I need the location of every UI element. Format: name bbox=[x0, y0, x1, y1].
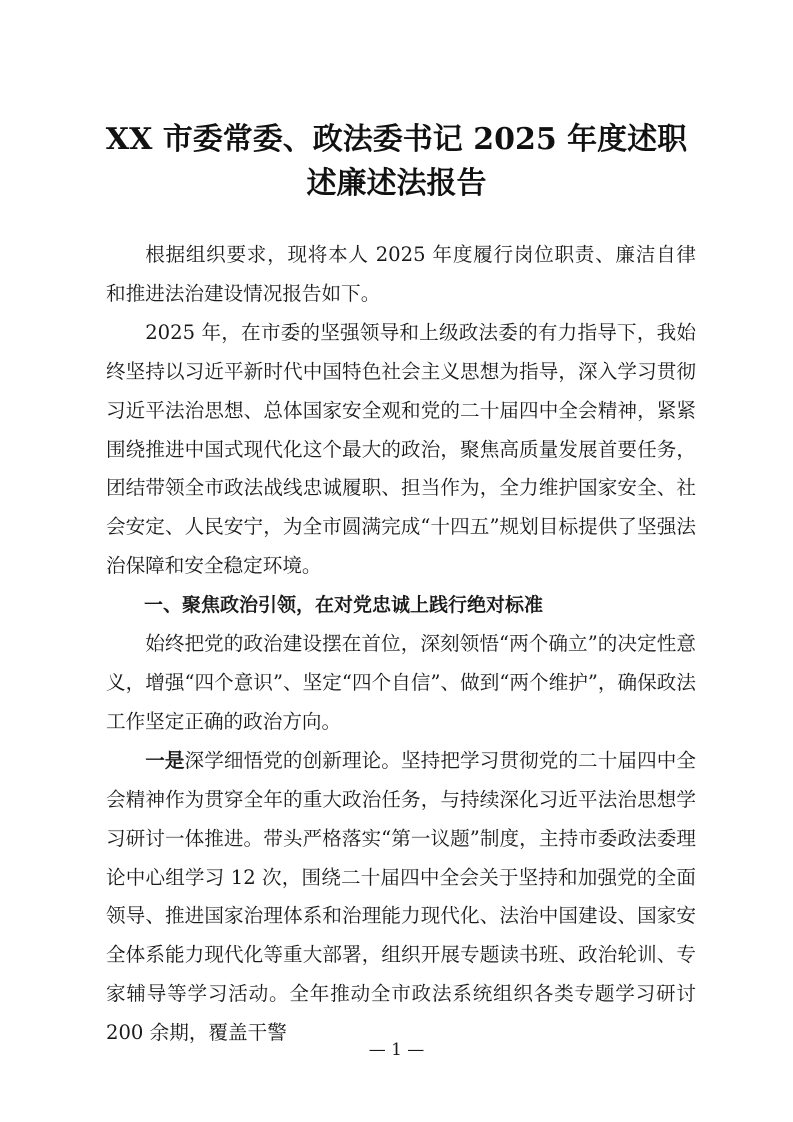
document-title-line-1: XX 市委常委、政法委书记 2025 年度述职 bbox=[105, 122, 688, 157]
paragraph-intro: 根据组织要求，现将本人 2025 年度履行岗位职责、廉洁自律和推进法治建设情况报告如下。 bbox=[106, 243, 696, 305]
paragraph-point-1 bbox=[106, 742, 696, 1053]
page-number: — 1 — bbox=[368, 1040, 425, 1060]
paragraph-overview: 2025 年，在市委的坚强领导和上级政法委的有力指导下，我始终坚持以习近平新时代中国特色社会主义思想为指导，深入学习贯彻习近平法治思想、总体国家安全观和党的二十届四中全会精神，紧紧围绕推进中国式现代化这个最大的政治，聚焦高质量发展首要任务，团结带领全市政法战线忠诚履职、担当作为，全力维护国家安全、社会安定、人民安宁，为全市圆满完成“十四五”规划目标提供了坚强法治保障和安全稳定环境。 bbox=[106, 320, 696, 578]
document-title-line-2: 述廉述法报告 bbox=[306, 166, 487, 201]
point-1-text: 深学细悟党的创新理论。坚持把学习贯彻党的二十届四中全会精神作为贯穿全年的重大政治任务，与持续深化习近平法治思想学习研讨一体推进。带头严格落实“第一议题”制度，主持市委政法委理论中心组学习 12 次，围绕二十届四中全会关于坚持和加强党的全面领导、推进国家治理体系和治理能力现代化、法治中国建设、国家安全体系能力现代化等重大部署，组织开展专题读书班、政治轮训、专家辅导等学习活动。全年推动全市政法系统组织各类专题学习研讨 200 余期，覆盖干警 bbox=[106, 748, 697, 1045]
document-body bbox=[106, 236, 696, 1053]
section-heading-1: 一、聚焦政治引领，在对党忠诚上践行绝对标准 bbox=[144, 594, 544, 617]
point-1-label: 一是 bbox=[145, 748, 185, 772]
paragraph-section1-intro: 始终把党的政治建设摆在首位，深刻领悟“两个确立”的决定性意义，增强“四个意识”、坚定“四个自信”、做到“两个维护”，确保政法工作坚定正确的政治方向。 bbox=[106, 632, 696, 733]
